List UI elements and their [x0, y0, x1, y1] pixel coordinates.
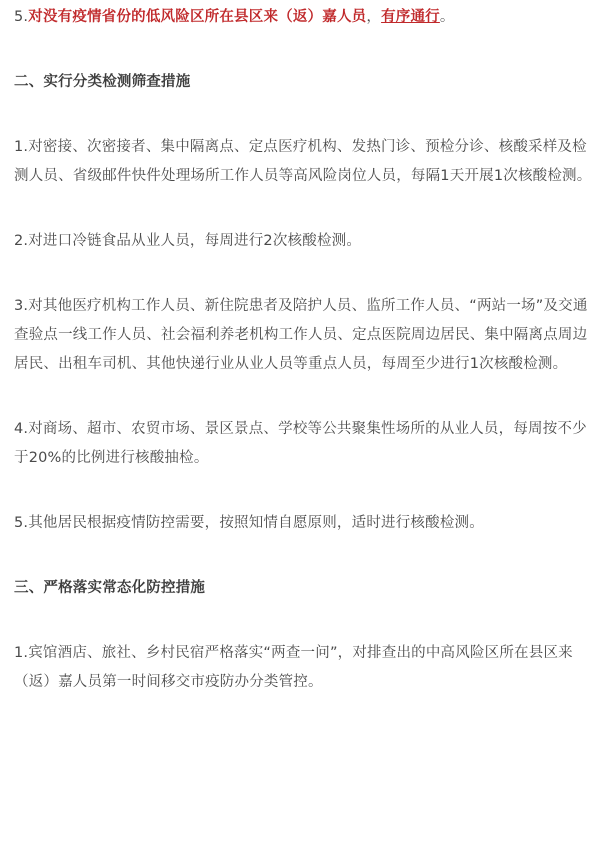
underlined-text: 有序通行	[381, 9, 440, 25]
section2-item-3: 3.对其他医疗机构工作人员、新住院患者及陪护人员、监所工作人员、“两站一场”及交通查验点一线工作人员、社会福利养老机构工作人员、定点医院周边居民、集中隔离点周边居民、出租车司机、其他快递行业从业人员等重点人员，每周至少进行1次核酸检测。	[14, 298, 588, 372]
item-number: 5.	[14, 9, 29, 25]
article-body	[14, 0, 596, 697]
section3-item-1: 1.宾馆酒店、旅社、乡村民宿严格落实“两查一问”，对排查出的中高风险区所在县区来（返）嘉人员第一时间移交市疫防办分类管控。	[14, 645, 573, 690]
section-heading-3: 三、严格落实常态化防控措施	[14, 580, 206, 596]
comma: ，	[366, 9, 382, 25]
section2-item-4: 4.对商场、超市、农贸市场、景区景点、学校等公共聚集性场所的从业人员，每周按不少于20%的比例进行核酸抽检。	[14, 421, 587, 466]
section-heading-2: 二、实行分类检测筛查措施	[14, 74, 191, 90]
section2-item-1: 1.对密接、次密接者、集中隔离点、定点医疗机构、发热门诊、预检分诊、核酸采样及检测人员、省级邮件快件处理场所工作人员等高风险岗位人员，每隔1天开展1次核酸检测。	[14, 139, 592, 184]
section2-item-5: 5.其他居民根据疫情防控需要，按照知情自愿原则，适时进行核酸检测。	[14, 515, 484, 531]
paragraph-item5-top	[14, 3, 596, 32]
section2-item-2: 2.对进口冷链食品从业人员，每周进行2次核酸检测。	[14, 233, 362, 249]
highlighted-text: 对没有疫情省份的低风险区所在县区来（返）嘉人员	[28, 9, 367, 25]
period: 。	[439, 9, 455, 25]
